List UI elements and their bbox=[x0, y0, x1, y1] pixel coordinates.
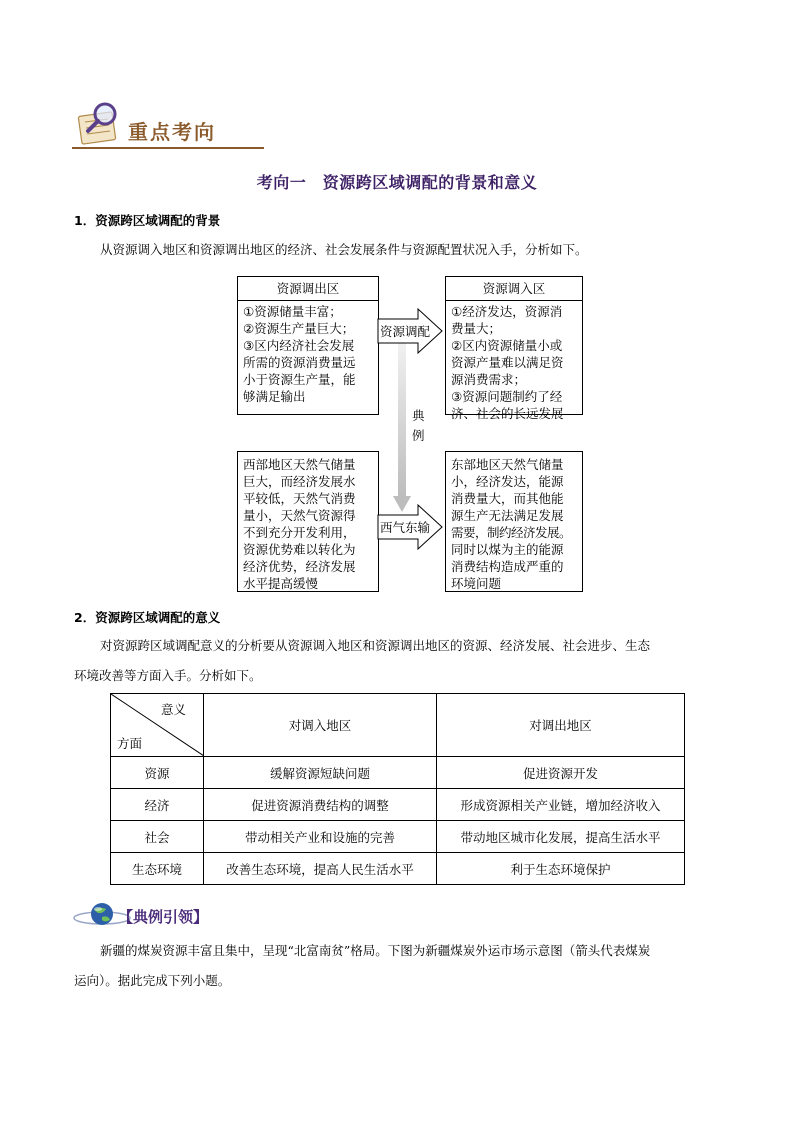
east-line: 需要，制约经济发展。 bbox=[451, 525, 572, 540]
section2-heading: 2．资源跨区域调配的意义 bbox=[74, 610, 221, 625]
east-line: 源生产无法满足发展 bbox=[451, 508, 564, 523]
west-line: 西部地区天然气储量 bbox=[243, 457, 356, 472]
table-row bbox=[111, 757, 685, 789]
example-header bbox=[72, 898, 292, 934]
west-line: 不到充分开发利用， bbox=[243, 525, 356, 540]
significance-table bbox=[110, 693, 685, 885]
in-cell: 改善生态环境，提高人民生活水平 bbox=[204, 853, 437, 885]
east-line: 消费量大，而其他能 bbox=[451, 491, 564, 506]
in-line: 费量大； bbox=[451, 321, 502, 336]
aspect-cell: 社会 bbox=[111, 821, 204, 853]
example-heading: 【典例引领】 bbox=[118, 908, 209, 926]
section2-intro-2: 环境改善等方面入手。分析如下。 bbox=[74, 668, 262, 683]
table-row bbox=[111, 853, 685, 885]
topic-title: 考向一 资源跨区域调配的背景和意义 bbox=[256, 173, 538, 192]
out-line: ③区内经济社会发展 bbox=[243, 338, 355, 353]
out-line: ②资源生产量巨大； bbox=[243, 321, 355, 336]
east-line: 东部地区天然气储量 bbox=[451, 457, 564, 472]
example-label: 例 bbox=[412, 428, 425, 443]
west-line: 平较低，天然气消费 bbox=[243, 491, 356, 506]
west-line: 量小，天然气资源得 bbox=[243, 508, 356, 523]
aspect-cell: 生态环境 bbox=[111, 853, 204, 885]
out-cell: 形成资源相关产业链，增加经济收入 bbox=[437, 789, 685, 821]
in-line: ①经济发达，资源消 bbox=[451, 304, 563, 319]
west-line: 巨大，而经济发展水 bbox=[243, 474, 356, 489]
section-title: 重点考向 bbox=[128, 120, 216, 144]
section2-intro-1: 对资源跨区域调配意义的分析要从资源调入地区和资源调出地区的资源、经济发展、社会进步、生态 bbox=[100, 638, 651, 653]
east-line: 同时以煤为主的能源 bbox=[451, 542, 564, 557]
arrow-label-west-east: 西气东输 bbox=[380, 520, 431, 535]
out-cell: 利于生态环境保护 bbox=[437, 853, 685, 885]
out-line: 所需的资源消费量远 bbox=[243, 355, 356, 370]
out-cell: 促进资源开发 bbox=[437, 757, 685, 789]
in-line: ③资源问题制约了经 bbox=[451, 389, 563, 404]
table-header-row bbox=[111, 694, 685, 757]
out-cell: 带动地区城市化发展，提高生活水平 bbox=[437, 821, 685, 853]
in-cell: 带动相关产业和设施的完善 bbox=[204, 821, 437, 853]
out-line: 够满足输出 bbox=[243, 389, 306, 404]
east-line: 消费结构造成严重的 bbox=[451, 559, 564, 574]
out-region-title: 资源调出区 bbox=[238, 277, 378, 301]
west-line: 经济优势，经济发展 bbox=[243, 559, 356, 574]
corner-bottom-label: 方面 bbox=[117, 736, 143, 751]
in-line: ②区内资源储量小或 bbox=[451, 338, 563, 353]
in-line: 济、社会的长远发展 bbox=[451, 406, 564, 421]
corner-cell bbox=[111, 694, 204, 757]
col-header-out: 对调出地区 bbox=[437, 694, 685, 757]
in-line: 源消费需求； bbox=[451, 372, 527, 387]
west-line: 水平提高缓慢 bbox=[243, 576, 319, 591]
east-line: 环境问题 bbox=[451, 576, 502, 591]
section1-intro: 从资源调入地区和资源调出地区的经济、社会发展条件与资源配置状况入手，分析如下。 bbox=[100, 242, 588, 257]
aspect-cell: 经济 bbox=[111, 789, 204, 821]
in-cell: 缓解资源短缺问题 bbox=[204, 757, 437, 789]
table-row bbox=[111, 821, 685, 853]
aspect-cell: 资源 bbox=[111, 757, 204, 789]
arrow-label-allocation: 资源调配 bbox=[380, 324, 431, 339]
table-row bbox=[111, 789, 685, 821]
in-line: 资源产量难以满足资 bbox=[451, 355, 564, 370]
example-text-1: 新疆的煤炭资源丰富且集中，呈现“北富南贫”格局。下图为新疆煤炭外运市场示意图（箭头代表煤炭 bbox=[100, 943, 651, 958]
west-line: 资源优势难以转化为 bbox=[243, 542, 356, 557]
in-cell: 促进资源消费结构的调整 bbox=[204, 789, 437, 821]
col-header-in: 对调入地区 bbox=[204, 694, 437, 757]
example-text-2: 运向）。据此完成下列小题。 bbox=[74, 973, 231, 988]
out-line: 小于资源生产量，能 bbox=[243, 372, 356, 387]
example-label: 典 bbox=[412, 408, 425, 423]
east-line: 小，经济发达，能源 bbox=[451, 474, 564, 489]
corner-top-label: 意义 bbox=[161, 702, 187, 717]
in-region-title: 资源调入区 bbox=[446, 277, 582, 301]
section1-heading: 1．资源跨区域调配的背景 bbox=[74, 213, 221, 228]
out-line: ①资源储量丰富； bbox=[243, 304, 342, 319]
example-down-arrow bbox=[393, 338, 411, 512]
